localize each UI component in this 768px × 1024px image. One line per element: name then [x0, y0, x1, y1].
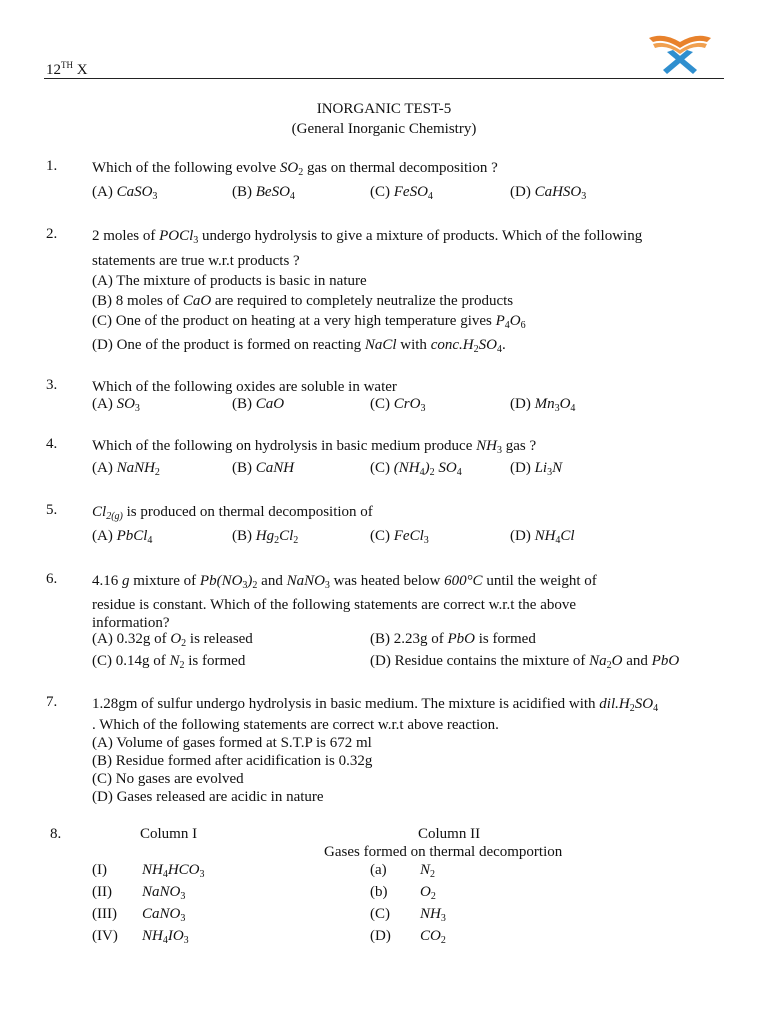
question-number: 4.	[46, 436, 58, 452]
option-a: (A) The mixture of products is basic in nature	[92, 273, 367, 289]
option-c: (C) $(NH_4)_2$ $SO_4$	[370, 460, 462, 478]
column-1-row: (III) CaNO$_3$	[92, 906, 186, 924]
option-b: (B) 8 moles of CaO are required to completely neutralize the products	[92, 293, 514, 309]
option-c: (C) No gases are evolved	[92, 771, 244, 787]
option-b: (B) BeSO$_4$	[232, 184, 295, 202]
column-1-heading: Column I	[140, 826, 198, 842]
option-a: (A) 0.32g of $O_2$ is released	[92, 631, 253, 649]
question-text: 1.28gm of sulfur undergo hydrolysis in basic medium. The mixture is acidified with $dil.H_2SO_4$ . Which of the following statements are correct w.r.t above reaction. (A) Volume of gases formed at S.T.P is 672 ml (B) Residue formed after acidification is 0.32g (C) No gases are evolved (D) Gases released are acidic in nature	[92, 694, 722, 807]
option-a: (A) PbCl$_4$	[92, 528, 153, 546]
question-number: 2.	[46, 226, 58, 242]
question-number: 8.	[50, 826, 62, 842]
test-subtitle: (General Inorganic Chemistry)	[291, 121, 477, 137]
option-d: (D) $Li_3N$	[510, 460, 563, 478]
column-2-heading: Column II	[418, 826, 481, 842]
column-2-row: (C) $NH_3$	[370, 906, 446, 924]
class-label: 12TH X	[46, 60, 88, 78]
option-c: (C) One of the product on heating at a very high temperature gives $P_4O_6$	[92, 313, 526, 331]
question-number: 6.	[46, 571, 58, 587]
column-1-row: (IV) $NH_4IO_3$	[92, 928, 189, 946]
option-d: (D) Gases released are acidic in nature	[92, 789, 324, 805]
option-d: (D) Residue contains the mixture of $Na_2O$ and PbO	[370, 653, 680, 671]
option-c: (C) CrO$_3$	[370, 396, 426, 414]
option-b: (B) Residue formed after acidification is 0.32g	[92, 753, 373, 769]
column-2-subheading: Gases formed on thermal decomportion	[324, 844, 563, 860]
option-b: (B) 2.23g of PbO is formed	[370, 631, 536, 647]
question-text: 4.16 g mixture of $Pb(NO_3)_2$ and NaNO$_3$ was heated below 600°C until the weight of residue is constant. Which of the following statements are correct w.r.t the above information?	[92, 573, 597, 631]
test-title: INORGANIC TEST-5	[316, 101, 452, 117]
option-b: (B) CaNH	[232, 460, 295, 476]
question-text: $Cl_{2(g)}$ is produced on thermal decomposition of	[92, 504, 373, 522]
question-text: Which of the following oxides are soluble in water	[92, 379, 397, 395]
question-number: 5.	[46, 502, 58, 518]
option-b: (B) CaO	[232, 396, 285, 412]
question-number: 7.	[46, 694, 58, 710]
option-a: (A) CaSO$_3$	[92, 184, 158, 202]
column-1-row: (II) NaNO$_3$	[92, 884, 186, 902]
question-number: 3.	[46, 377, 58, 393]
question-number: 1.	[46, 158, 58, 174]
option-d: (D) CaHSO$_3$	[510, 184, 587, 202]
book-logo-icon	[645, 28, 715, 76]
option-d: (D) $NH_4Cl$	[510, 528, 575, 546]
question-text: 2 moles of POCl$_3$ undergo hydrolysis to give a mixture of products. Which of the following statements are true w.r.t products ? (A) The mixture of products is basic in nature (B) 8 moles of CaO are required to completely neutralize the products (C) One of the product on heating at a very high temperature gives $P_4O_6$ (D) One of the product is formed on reacting NaCl with $conc.H_2SO_4$.	[92, 226, 722, 355]
header-rule	[44, 78, 724, 79]
option-a: (A) NaNH$_2$	[92, 460, 160, 478]
question-text: Which of the following evolve $SO_2$ gas on thermal decomposition ?	[92, 160, 498, 178]
option-a: (A) $SO_3$	[92, 396, 140, 414]
column-2-row: (b) $O_2$	[370, 884, 436, 902]
column-2-row: (a) $N_2$	[370, 862, 436, 880]
column-2-row: (D) $CO_2$	[370, 928, 446, 946]
option-c: (C) FeCl$_3$	[370, 528, 429, 546]
option-c: (C) 0.14g of $N_2$ is formed	[92, 653, 246, 671]
option-b: (B) $Hg_2Cl_2$	[232, 528, 299, 546]
option-a: (A) Volume of gases formed at S.T.P is 672 ml	[92, 735, 372, 751]
column-1-row: (I) $NH_4HCO_3$	[92, 862, 205, 880]
option-d: (D) $Mn_3O_4$	[510, 396, 576, 414]
option-d: (D) One of the product is formed on reacting NaCl with $conc.H_2SO_4$.	[92, 337, 506, 355]
question-text: Which of the following on hydrolysis in basic medium produce $NH_3$ gas ?	[92, 438, 537, 456]
option-c: (C) FeSO$_4$	[370, 184, 433, 202]
